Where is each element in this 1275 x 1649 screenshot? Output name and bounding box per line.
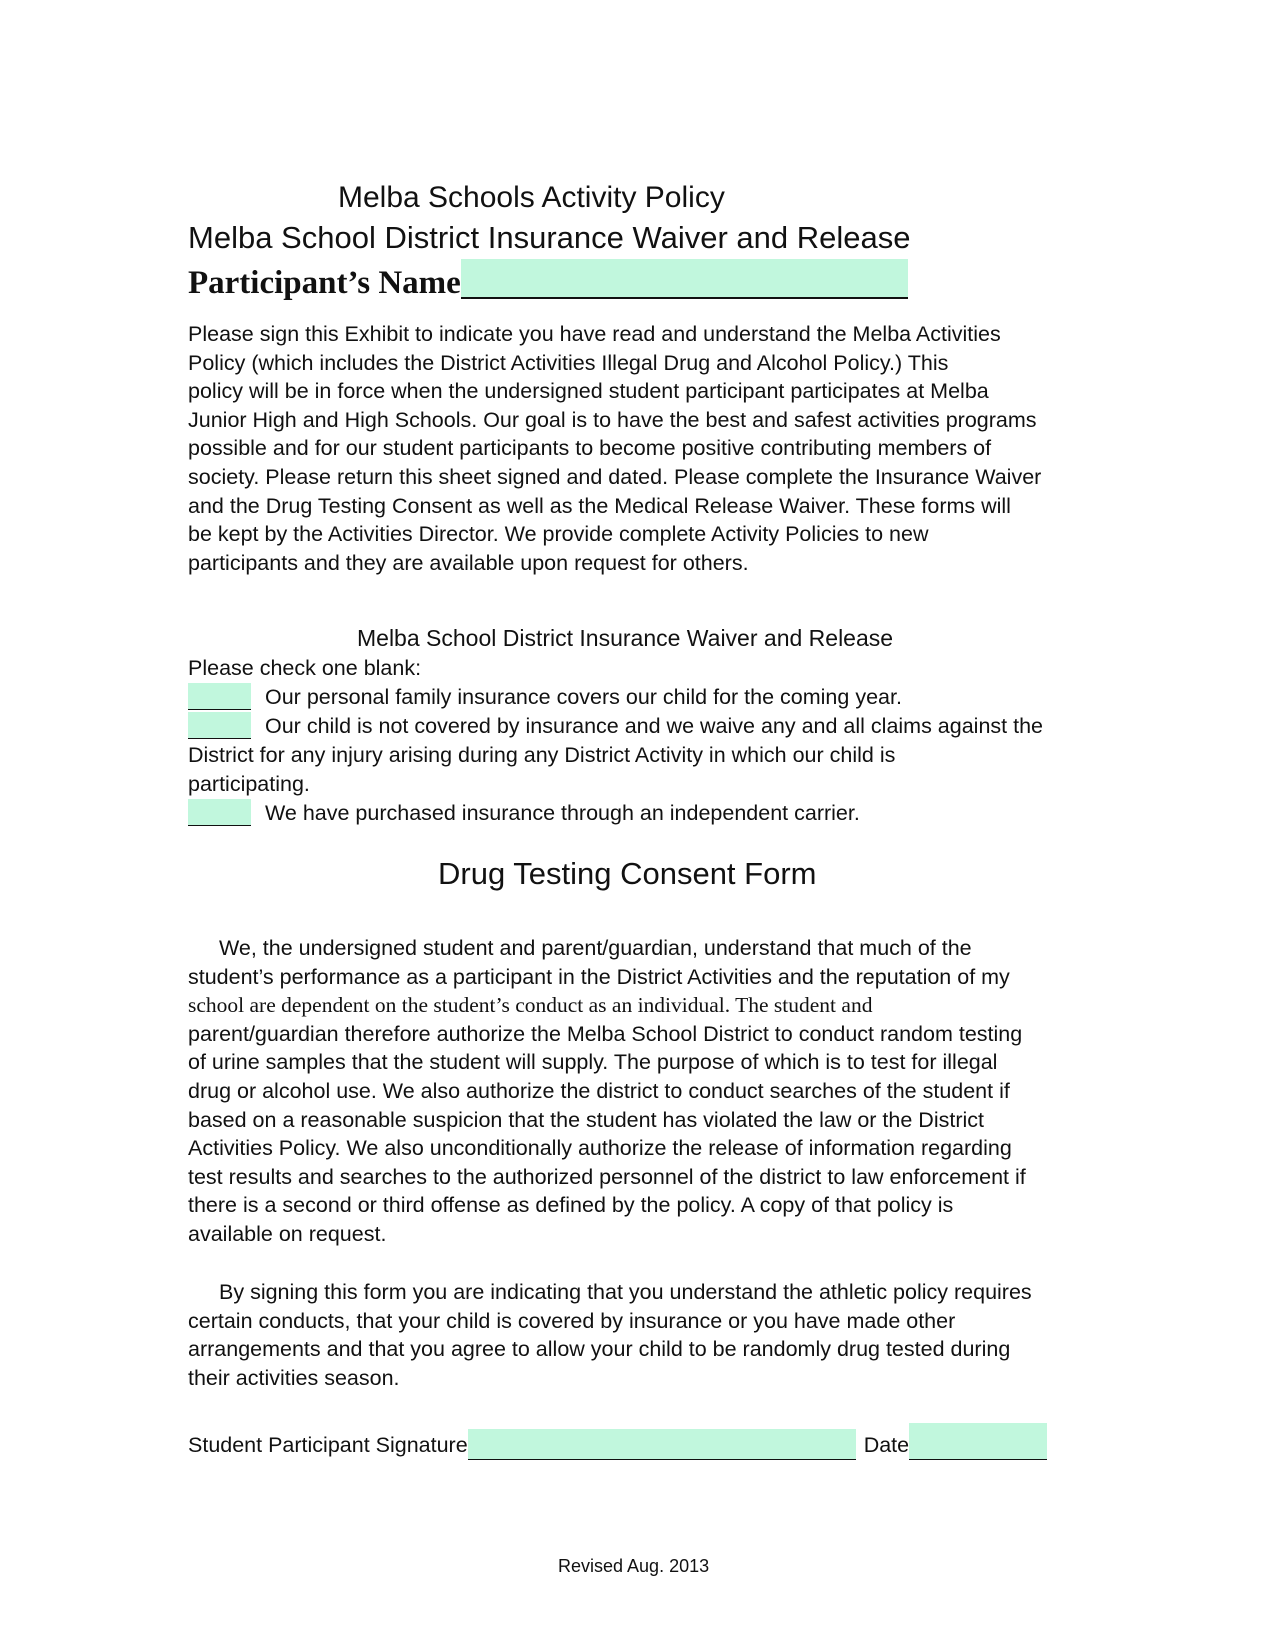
- consent-line: student’s performance as a participant in the District Activities and the reputation of my: [188, 964, 1010, 989]
- option-2-blank[interactable]: [188, 712, 251, 739]
- page-subtitle: Melba School District Insurance Waiver and Release: [188, 220, 911, 255]
- date-label: Date: [863, 1433, 910, 1457]
- waiver-heading: Melba School District Insurance Waiver and Release: [357, 625, 894, 651]
- waiver-option-2-cont: District for any injury arising during any District Activity in which our child is: [188, 743, 896, 767]
- intro-line: participants and they are available upon request for others.: [188, 550, 749, 575]
- consent-line: We, the undersigned student and parent/guardian, understand that much of the: [219, 936, 972, 960]
- consent-line: school are dependent on the student’s conduct as an individual. The student and: [188, 993, 873, 1018]
- participant-name-row: [188, 259, 908, 302]
- intro-paragraph: [188, 320, 1088, 577]
- option-2-label: Our child is not covered by insurance and we waive any and all claims against the: [265, 714, 1043, 738]
- signature-label: Student Participant Signature: [188, 1433, 468, 1457]
- intro-line: society. Please return this sheet signed and dated. Please complete the Insurance Waiver: [188, 464, 1042, 489]
- intro-line: possible and for our student participants to become positive contributing members of: [188, 436, 992, 461]
- waiver-option-3: [188, 799, 860, 828]
- intro-line: Junior High and High Schools. Our goal is to have the best and safest activities programs: [188, 407, 1037, 432]
- option-1-blank[interactable]: [188, 683, 251, 710]
- page-title: Melba Schools Activity Policy: [338, 181, 725, 214]
- participant-name-label: Participant’s Name: [188, 265, 461, 301]
- signing-paragraph: [188, 1278, 1088, 1392]
- option-3-label: We have purchased insurance through an independent carrier.: [265, 801, 860, 825]
- waiver-instruction: Please check one blank:: [188, 656, 422, 680]
- signing-line: By signing this form you are indicating that you understand the athletic policy requires: [219, 1280, 1032, 1304]
- consent-line: parent/guardian therefore authorize the Melba School District to conduct random testing: [188, 1021, 1023, 1046]
- signing-line: certain conducts, that your child is covered by insurance or you have made other: [188, 1308, 956, 1333]
- intro-line: Policy (which includes the District Activities Illegal Drug and Alcohol Policy.) This: [188, 350, 949, 375]
- intro-line: and the Drug Testing Consent as well as the Medical Release Waiver. These forms will: [188, 493, 1011, 518]
- drug-testing-heading: Drug Testing Consent Form: [438, 856, 817, 891]
- intro-line: policy will be in force when the undersigned student participant participates at Melba: [188, 379, 989, 404]
- signature-field[interactable]: [468, 1429, 856, 1460]
- intro-line: Please sign this Exhibit to indicate you have read and understand the Melba Activities: [188, 322, 1001, 346]
- revision-note: Revised Aug. 2013: [558, 1556, 710, 1576]
- option-1-label: Our personal family insurance covers our child for the coming year.: [265, 685, 902, 709]
- waiver-option-1: [188, 683, 902, 712]
- consent-line: of urine samples that the student will supply. The purpose of which is to test for illegal: [188, 1050, 998, 1075]
- date-field[interactable]: [909, 1423, 1047, 1460]
- consent-line: available on request.: [188, 1221, 387, 1246]
- intro-line: be kept by the Activities Director. We provide complete Activity Policies to new: [188, 522, 929, 547]
- signature-row: [188, 1423, 1047, 1460]
- signing-line: arrangements and that you agree to allow your child to be randomly drug tested during: [188, 1337, 1011, 1362]
- waiver-option-2-cont: participating.: [188, 772, 310, 796]
- drug-consent-paragraph: [188, 934, 1088, 1249]
- consent-line: there is a second or third offense as defined by the policy. A copy of that policy is: [188, 1193, 954, 1218]
- option-3-blank[interactable]: [188, 799, 251, 826]
- consent-line: based on a reasonable suspicion that the student has violated the law or the District: [188, 1107, 984, 1132]
- participant-name-field[interactable]: [461, 259, 908, 299]
- consent-line: drug or alcohol use. We also authorize the district to conduct searches of the student if: [188, 1078, 1010, 1103]
- consent-line: Activities Policy. We also unconditionally authorize the release of information regarding: [188, 1136, 1012, 1161]
- consent-line: test results and searches to the authorized personnel of the district to law enforcement if: [188, 1164, 1026, 1189]
- waiver-option-2: [188, 712, 1043, 741]
- signing-line: their activities season.: [188, 1365, 400, 1390]
